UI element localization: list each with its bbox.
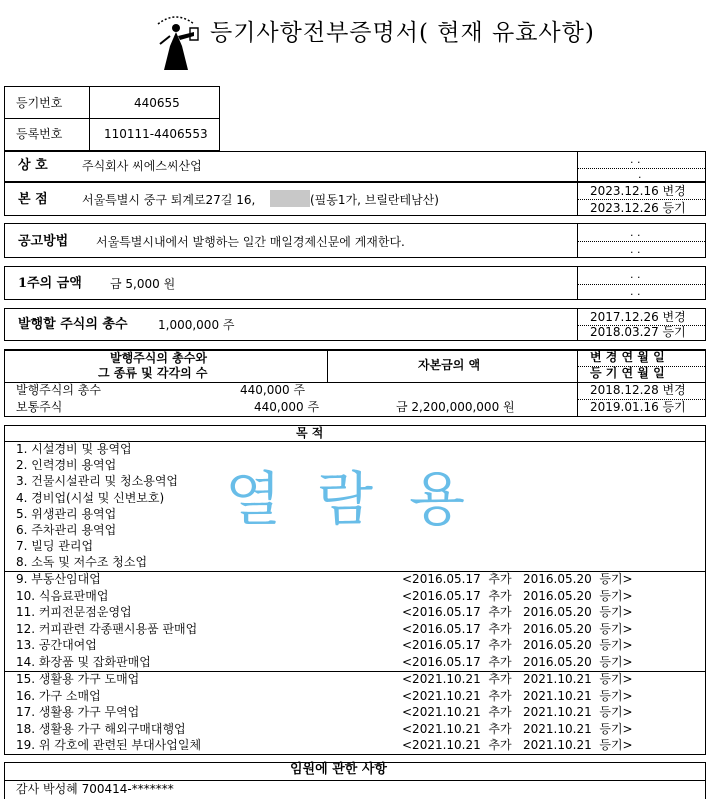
purpose-item-row (16, 622, 696, 639)
purpose-item: 9. 부동산임대업 (16, 572, 101, 586)
officers-header: 임원에 관한 사항 (290, 762, 387, 777)
officer-auditor-row: 감사 박성혜 700414-******* (16, 782, 174, 796)
head-office-change-date: 2023.12.16 변경 (590, 184, 686, 198)
document-title: 등기사항전부증명서( 현재 유효사항) (210, 20, 595, 46)
issued-shares-label: 발행주식의 총수 (16, 383, 101, 397)
purpose-item: 8. 소독 및 저수조 청소업 (16, 555, 148, 570)
purpose-item-note: <2016.05.17 추가 2016.05.20 등기> (402, 654, 633, 669)
capital-header-amount: 자본금의 액 (418, 358, 481, 372)
purpose-item: 1. 시설경비 및 용역업 (16, 442, 132, 456)
notice-method-label: 공고방법 (18, 234, 69, 249)
viewing-watermark: 열람용 (225, 465, 502, 533)
capital-header-shares-a: 발행주식의 총수와 (110, 351, 207, 365)
purpose-item-row (16, 572, 696, 589)
total-shares-reg-date: 2018.03.27 등기 (590, 325, 686, 339)
head-office-address: 서울특별시 중구 퇴계로27길 16, (82, 193, 256, 207)
company-name-change-date: . . (630, 153, 641, 166)
purpose-basic-list (16, 442, 178, 572)
purpose-group2-list (16, 672, 696, 755)
purpose-item-note: <2021.10.21 추가 2021.10.21 등기> (402, 721, 633, 736)
purpose-item: 14. 화장품 및 잡화판매업 (16, 654, 151, 669)
registration-id-value: 110111-4406553 (104, 127, 208, 141)
purpose-header: 목 적 (296, 426, 324, 440)
purpose-item-note: <2016.05.17 추가 2016.05.20 등기> (402, 621, 633, 636)
total-shares-label: 발행할 주식의 총수 (18, 317, 128, 332)
purpose-item-row (16, 655, 696, 672)
purpose-item: 10. 식음료판매업 (16, 588, 109, 603)
purpose-item-row (16, 689, 696, 706)
head-office-reg-date: 2023.12.26 등기 (590, 201, 686, 215)
notice-reg-date: . . (630, 243, 641, 256)
registration-number-label: 등기번호 (16, 96, 63, 110)
share-amount-change-date: . . (630, 268, 641, 281)
purpose-item-row (16, 738, 696, 755)
purpose-item: 5. 위생관리 용역업 (16, 506, 117, 521)
purpose-item-row (16, 589, 696, 606)
capital-amount-value: 금 2,200,000,000 원 (396, 400, 515, 414)
capital-header-shares-b: 그 종류 및 각각의 수 (98, 366, 208, 380)
total-shares-change-date: 2017.12.26 변경 (590, 310, 686, 324)
purpose-item: 13. 공간대여업 (16, 638, 97, 652)
purpose-item-note: <2016.05.17 추가 2016.05.20 등기> (402, 572, 633, 586)
issued-shares-value: 440,000 주 (240, 383, 306, 397)
share-amount-reg-date: . . (630, 285, 641, 298)
purpose-item: 7. 빌딩 관리업 (16, 539, 94, 554)
purpose-item-note: <2021.10.21 추가 2021.10.21 등기> (402, 705, 633, 719)
purpose-item-row (16, 722, 696, 739)
capital-reg-date: 2019.01.16 등기 (590, 400, 686, 414)
capital-header-reg: 등 기 연 월 일 (590, 366, 665, 380)
purpose-item-note: <2016.05.17 추가 2016.05.20 등기> (402, 638, 633, 652)
purpose-item: 15. 생활용 가구 도매업 (16, 672, 140, 686)
company-name-label: 상 호 (18, 158, 48, 173)
common-shares-label: 보통주식 (16, 400, 63, 414)
redacted-address-part (270, 190, 310, 207)
share-amount-value: 금 5,000 원 (110, 277, 176, 291)
court-seal-logo (150, 6, 202, 78)
purpose-item: 4. 경비업(시설 및 신변보호) (16, 490, 165, 505)
purpose-item: 2. 인력경비 용역업 (16, 458, 117, 473)
purpose-item: 3. 건물시설관리 및 청소용역업 (16, 474, 178, 489)
purpose-item: 18. 생활용 가구 해외구매대행업 (16, 721, 186, 736)
capital-change-date: 2018.12.28 변경 (590, 383, 686, 397)
company-name-value: 주식회사 씨에스씨산업 (82, 159, 202, 173)
common-shares-value: 440,000 주 (254, 400, 320, 414)
purpose-item: 6. 주차관리 용역업 (16, 522, 117, 537)
company-name-reg-date: . (638, 168, 642, 181)
purpose-item-note: <2021.10.21 추가 2021.10.21 등기> (402, 688, 633, 703)
purpose-item-row (16, 672, 696, 689)
purpose-item-row (16, 638, 696, 655)
head-office-address-detail: (필동1가, 브릴란테남산) (310, 193, 439, 207)
share-amount-label: 1주의 금액 (18, 276, 82, 291)
purpose-item-row (16, 605, 696, 622)
purpose-item: 11. 커피전문점운영업 (16, 605, 132, 619)
purpose-item: 12. 커피관련 각종팬시용품 판매업 (16, 621, 198, 636)
purpose-item-note: <2016.05.17 추가 2016.05.20 등기> (402, 605, 633, 619)
notice-method-value: 서울특별시내에서 발행하는 일간 매일경제신문에 게재한다. (96, 235, 405, 249)
registration-number-value: 440655 (134, 96, 180, 110)
registration-id-label: 등록번호 (16, 127, 63, 141)
purpose-item-note: <2016.05.17 추가 2016.05.20 등기> (402, 588, 633, 603)
purpose-group1-list (16, 572, 696, 671)
notice-change-date: . . (630, 226, 641, 239)
capital-header-change: 변 경 연 월 일 (590, 350, 665, 364)
purpose-item-note: <2021.10.21 추가 2021.10.21 등기> (402, 672, 633, 686)
purpose-item: 16. 가구 소매업 (16, 688, 101, 703)
purpose-item: 19. 위 각호에 관련된 부대사업일체 (16, 738, 202, 752)
head-office-label: 본 점 (18, 192, 48, 207)
purpose-item: 17. 생활용 가구 무역업 (16, 705, 140, 719)
total-shares-value: 1,000,000 주 (158, 318, 235, 332)
purpose-item-note: <2021.10.21 추가 2021.10.21 등기> (402, 738, 633, 752)
purpose-item-row (16, 705, 696, 722)
